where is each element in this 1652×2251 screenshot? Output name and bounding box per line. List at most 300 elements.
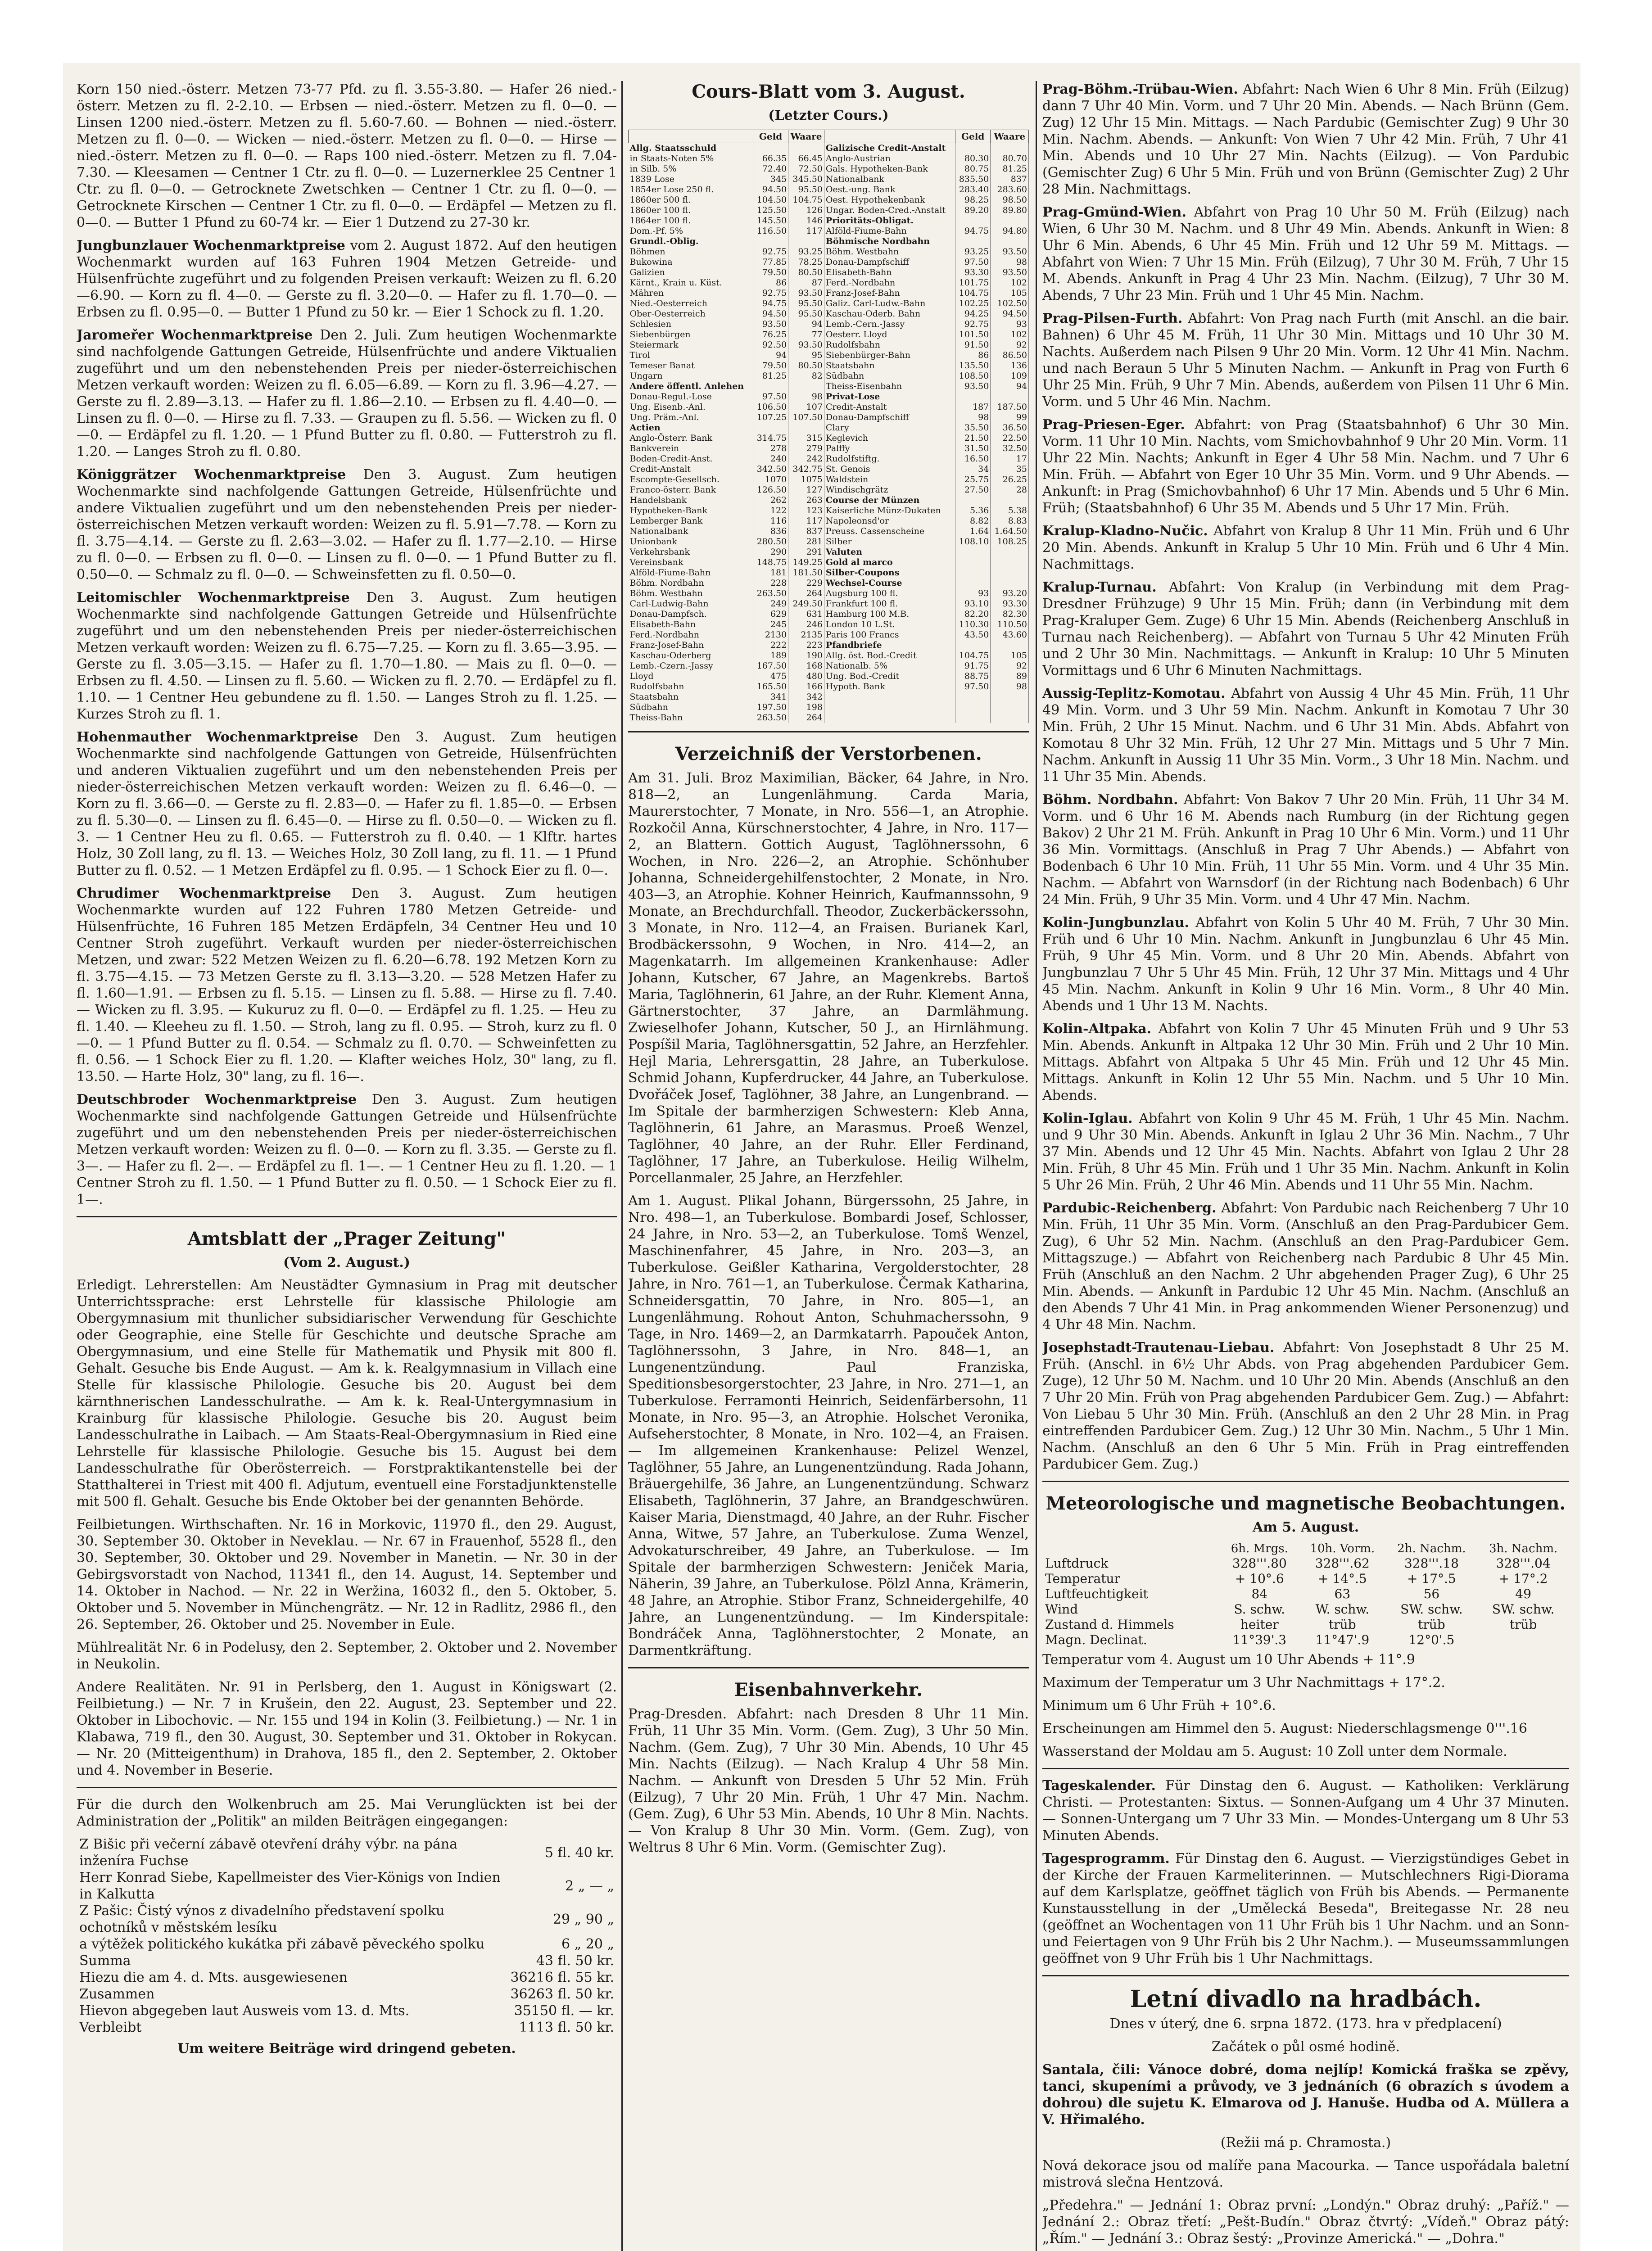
table-cell: 82.30 <box>991 609 1029 619</box>
table-cell: Galizien <box>629 267 753 278</box>
table-row <box>629 640 1029 651</box>
donation-row <box>77 1953 617 1969</box>
table-cell: Ferd.-Nordbahn <box>629 630 753 640</box>
table-cell: 109 <box>991 371 1029 381</box>
meteo-cell: 328'''.62 <box>1315 1556 1370 1571</box>
table-cell <box>753 423 788 433</box>
table-cell: 93.25 <box>955 247 991 257</box>
table-cell: Ung. Präm.-Anl. <box>629 412 753 423</box>
table-row <box>629 619 1029 630</box>
meteo-note: Erscheinungen am Himmel den 5. August: Niederschlagsmenge 0'''.16 <box>1042 1721 1527 1736</box>
table-row <box>629 226 1029 236</box>
meteo-cell: trüb <box>1329 1617 1356 1632</box>
amtsblatt-paragraph: Mühlrealität Nr. 6 in Podelusy, den 2. September, 2. Oktober und 2. November in Neukolin. <box>77 1640 617 1672</box>
table-cell <box>955 495 991 506</box>
meteo-table <box>1042 1541 1569 1648</box>
market-title: Hohenmauther Wochenmarktpreise <box>77 729 358 745</box>
meteo-cell: 11°39'.3 <box>1232 1632 1287 1647</box>
table-cell: 92.75 <box>753 247 788 257</box>
table-row <box>629 568 1029 578</box>
table-cell: 98.25 <box>955 195 991 205</box>
table-cell <box>753 236 788 247</box>
column-divider <box>1036 81 1037 2251</box>
table-cell <box>955 692 991 702</box>
meteo-cell: 84 <box>1251 1587 1268 1601</box>
table-cell: 81.25 <box>991 164 1029 174</box>
table-cell: 315 <box>788 433 824 443</box>
meteo-cell: S. schw. <box>1234 1602 1285 1617</box>
table-cell: 136 <box>991 361 1029 371</box>
table-row <box>629 433 1029 443</box>
table-row <box>629 537 1029 547</box>
rail-line-text: Abfahrt von Prag 10 Uhr 50 M. Früh (Eilzug) nach Wien, 6 Uhr 30 M. Nachm. und 8 Uhr 49 Min. Abends. Ankunft in Wien: 8 Uhr 6 Min. Abends, 6 Uhr 45 Min. Früh und 12 Uhr 59 M. Mittags. — Abfahrt von Wien: 7 Uhr 15 Min. Früh (Eilzug), 7 Uhr 30 M. Früh, 7 Uhr 15 M. Abends. Ankunft in Prag 4 Uhr 23 Min. Nachm. (Eilzug), 7 Uhr 30 M. Abends, 7 Uhr 23 Min. Früh und 1 Uhr 45 Min. Nachm. <box>1042 204 1569 303</box>
table-cell: 104.50 <box>753 195 788 205</box>
meteo-cell: SW. schw. <box>1400 1602 1463 1617</box>
table-cell: Südbahn <box>824 371 955 381</box>
table-cell: Allg. öst. Bod.-Credit <box>824 651 955 661</box>
table-cell: 105 <box>991 651 1029 661</box>
table-cell <box>955 143 991 154</box>
table-cell: 98 <box>991 257 1029 267</box>
table-cell: 82 <box>788 371 824 381</box>
rail-line-title: Prag-Priesen-Eger. <box>1042 417 1185 433</box>
deaths-body <box>628 770 1029 1659</box>
table-cell: Franz-Josef-Bahn <box>629 640 753 651</box>
table-cell <box>788 423 824 433</box>
table-cell: 80.75 <box>955 164 991 174</box>
table-cell: 22.50 <box>991 433 1029 443</box>
table-row <box>629 557 1029 568</box>
table-row <box>629 371 1029 381</box>
rail-line-text: Abfahrt: Nach Wien 6 Uhr 8 Min. Früh (Eilzug) dann 7 Uhr 40 Min. Vorm. und 7 Uhr 20 Min. Abends. — Nach Brünn (Gem. Zug) 12 Uhr 15 Min. Mittags. — Nach Pardubic (Gemischter Zug) 9 Uhr 30 Min. Nachm. Abends. — Ankunft: Von Wien 7 Uhr 42 Min. Früh, 7 Uhr 41 Min. Abends und 10 Uhr 27 Min. Nachts (Eilzug). — Von Pardubic (Gemischter Zug) 6 Uhr 5 Min. Früh und von Brünn (Gemischter Zug) 2 Uhr 28 Min. Nachmittags. <box>1042 81 1569 197</box>
meteo-cell: + 10°.6 <box>1235 1571 1284 1586</box>
meteo-cell: W. schw. <box>1315 1602 1369 1617</box>
table-cell: 94.50 <box>991 309 1029 319</box>
table-cell: 104.75 <box>955 651 991 661</box>
divider <box>77 1787 617 1788</box>
table-cell: 190 <box>788 651 824 661</box>
table-row <box>629 205 1029 216</box>
rail-line-text: Abfahrt: Von Josephstadt 8 Uhr 25 M. Früh. (Anschl. in 6½ Uhr Abds. von Prag abgehenden Pardubicer Gem. Zuge), 12 Uhr 50 M. Nachm. und 10 Uhr 20 Min. Abends (Anschluß an den 7 Uhr 20 Min. Früh von Prag abgehenden Pardubicer Gem. Zug.) — Abfahrt: Von Liebau 5 Uhr 30 Min. Früh. (Anschluß an den 2 Uhr 28 Min. in Prag eintreffenden Pardubicer Gem. Zug.) 12 Uhr 30 Min. Nachm., 5 Uhr 1 Min. Nachm. (Anschluß an den 6 Uhr 5 Min. Früh in Prag eintreffenden Pardubicer Gem. Zug.) <box>1042 1340 1569 1472</box>
rail-line-title: Prag-Gmünd-Wien. <box>1042 204 1186 220</box>
meteo-cell: + 17°.2 <box>1498 1571 1548 1586</box>
donation-label: Summa <box>79 1953 131 1969</box>
table-cell: 1854er Lose 250 fl. <box>629 185 753 195</box>
table-cell: Steiermark <box>629 340 753 350</box>
theatre-note: Nová dekorace jsou od malíře pana Macourka. — Tance uspořádala baletní mistrová slečna Hentzová. <box>1042 2158 1569 2190</box>
table-cell: Pfandbriefe <box>824 640 955 651</box>
table-cell <box>991 692 1029 702</box>
table-cell: Vereinsbank <box>629 557 753 568</box>
table-cell: 94 <box>991 381 1029 392</box>
table-cell: 342 <box>788 692 824 702</box>
table-cell: 1839 Lose <box>629 174 753 185</box>
table-cell: 102.25 <box>955 298 991 309</box>
table-cell: Kärnt., Krain u. Küst. <box>629 278 753 288</box>
table-cell: 314.75 <box>753 433 788 443</box>
table-cell: Alföld-Fiume-Bahn <box>824 226 955 236</box>
table-cell: 94 <box>753 350 788 361</box>
table-row <box>629 174 1029 185</box>
table-cell: 283.60 <box>991 185 1029 195</box>
market-report <box>77 327 617 460</box>
donation-label: Z Bišic při večerní zábavě otevření dráhy výbr. na pána inženíra Fuchse <box>79 1836 457 1869</box>
table-cell: Nationalbank <box>824 174 955 185</box>
rail-line-text: Abfahrt von Kralup 8 Uhr 11 Min. Früh und 6 Uhr 20 Min. Abends. Ankunft in Kralup 5 Uhr 10 Min. Früh und 6 Uhr 4 Min. Nachmittags. <box>1042 523 1569 572</box>
table-cell: 34 <box>955 464 991 475</box>
table-cell: 102 <box>991 278 1029 288</box>
table-cell: 98.50 <box>991 195 1029 205</box>
meteo-cell: 328'''.80 <box>1232 1556 1287 1571</box>
meteo-note: Minimum um 6 Uhr Früh + 10°.6. <box>1042 1698 1276 1713</box>
donation-row <box>77 1836 617 1869</box>
table-cell: 283.40 <box>955 185 991 195</box>
table-cell: 5.38 <box>991 506 1029 516</box>
table-row <box>629 257 1029 267</box>
table-row <box>629 578 1029 588</box>
table-cell: Franco-österr. Bank <box>629 485 753 495</box>
table-header: Waare <box>991 130 1029 143</box>
table-row <box>629 423 1029 433</box>
table-cell: Oesterr. Lloyd <box>824 330 955 340</box>
donation-table <box>77 1836 617 2036</box>
table-cell: Mähren <box>629 288 753 298</box>
meteo-cell: 56 <box>1423 1587 1440 1601</box>
table-cell: 80.70 <box>991 154 1029 164</box>
meteo-cell: Wind <box>1045 1602 1078 1617</box>
donation-label: Hiezu die am 4. d. Mts. ausgewiesenen <box>79 1970 348 1985</box>
table-header: Geld <box>955 130 991 143</box>
table-cell: 149.25 <box>788 557 824 568</box>
divider <box>1042 1768 1569 1769</box>
table-cell: 87 <box>788 278 824 288</box>
table-cell: 480 <box>788 671 824 682</box>
table-cell: Paris 100 Francs <box>824 630 955 640</box>
rail-line-title: Aussig-Teplitz-Komotau. <box>1042 686 1226 701</box>
meteo-cell: + 14°.5 <box>1317 1571 1367 1586</box>
table-cell: 125.50 <box>753 205 788 216</box>
table-cell <box>955 236 991 247</box>
table-cell: Clary <box>824 423 955 433</box>
table-header: Geld <box>753 130 788 143</box>
table-cell: 106.50 <box>753 402 788 412</box>
table-cell <box>955 713 991 723</box>
table-cell: Wechsel-Course <box>824 578 955 588</box>
table-cell: 94.50 <box>753 309 788 319</box>
table-cell: Kaschau-Oderberg <box>629 651 753 661</box>
table-cell: 86 <box>753 278 788 288</box>
market-reports <box>77 237 617 1208</box>
table-cell: Nationalb. 5% <box>824 661 955 671</box>
rail-line-text: Abfahrt von Kolin 5 Uhr 40 M. Früh, 7 Uhr 30 Min. Früh und 6 Uhr 10 Min. Nachm. Ankunft in Jungbunzlau 6 Uhr 45 Min. Früh, 9 Uhr 45 Min. Vorm. und 8 Uhr 20 Min. Abends. Abfahrt von Jungbunzlau 7 Uhr 5 Uhr 45 Min. Früh, 12 Uhr 37 Min. Mittags und 4 Uhr 45 Min. Nachm. Ankunft in Kolin 9 Uhr 16 Min. Vorm., 8 Uhr 40 Min. Abends und 1 Uhr 13 M. Nachts. <box>1042 915 1569 1014</box>
table-cell: Kaschau-Oderb. Bahn <box>824 309 955 319</box>
table-row <box>629 713 1029 723</box>
meteo-cell: 49 <box>1515 1587 1531 1601</box>
table-cell: 93.25 <box>788 247 824 257</box>
table-row <box>629 609 1029 619</box>
table-cell: 21.50 <box>955 433 991 443</box>
table-cell: 86.50 <box>991 350 1029 361</box>
table-row <box>629 402 1029 412</box>
table-cell: Kaiserliche Münz-Dukaten <box>824 506 955 516</box>
table-cell <box>955 640 991 651</box>
table-cell: 146 <box>788 216 824 226</box>
table-cell: 89.20 <box>955 205 991 216</box>
table-row <box>629 547 1029 557</box>
table-cell: 77 <box>788 330 824 340</box>
table-cell: 17 <box>991 454 1029 464</box>
table-cell: 290 <box>753 547 788 557</box>
meteo-cell: Temperatur <box>1045 1571 1120 1586</box>
table-row <box>629 278 1029 288</box>
donation-row <box>77 1903 617 1936</box>
rail-schedule <box>1042 791 1569 908</box>
table-header <box>824 130 955 143</box>
market-report <box>77 466 617 583</box>
table-cell: 81.25 <box>753 371 788 381</box>
table-cell: 93.30 <box>991 599 1029 609</box>
rail-prag-dresden: Prag-Dresden. Abfahrt: nach Dresden 8 Uhr 11 Min. Früh, 11 Uhr 35 Min. Vorm. (Gem. Zug), 3 Uhr 50 Min. Nachm. (Gem. Zug), 7 Uhr 30 Min. Abends, 10 Uhr 45 Min. Nachts (Eilzug). — Nach Kralup 4 Uhr 58 Min. Nachm. — Ankunft von Dresden 5 Uhr 52 Min. Früh (Eilzug), 7 Uhr 20 Min. Früh, 1 Uhr 47 Min. Nachm. (Gem. Zug), 6 Uhr 53 Min. Abends, 10 Uhr 8 Min. Nachts. — Von Kralup 8 Uhr 30 Min. Vorm. (Gem. Zug), von Weltrus 8 Uhr 6 Min. Vorm. (Gemischter Zug). <box>628 1706 1029 1855</box>
table-cell: Theiss-Bahn <box>629 713 753 723</box>
rail-schedule <box>1042 579 1569 679</box>
rail-line-title: Kolin-Jungbunzlau. <box>1042 915 1190 931</box>
meteo-header <box>1042 1541 1220 1556</box>
table-cell: 93.50 <box>788 288 824 298</box>
table-cell: Preuss. Cassenscheine <box>824 526 955 537</box>
table-cell: Lemberger Bank <box>629 516 753 526</box>
table-cell: 165.50 <box>753 682 788 692</box>
theatre-title: Letní divadlo na hradbách. <box>1130 1985 1482 2013</box>
deaths-title: Verzeichniß der Verstorbenen. <box>675 743 982 764</box>
table-header: Waare <box>788 130 824 143</box>
table-row <box>629 319 1029 330</box>
table-cell: 105 <box>991 288 1029 298</box>
table-row <box>629 443 1029 454</box>
table-header <box>629 130 753 143</box>
rail-schedules <box>1042 81 1569 1473</box>
table-cell: 166 <box>788 682 824 692</box>
table-cell: Schlesien <box>629 319 753 330</box>
market-title: Königgrätzer Wochenmarktpreise <box>77 467 346 483</box>
meteo-cell: 328'''.04 <box>1496 1556 1551 1571</box>
table-cell: 126.50 <box>753 485 788 495</box>
table-cell: 127 <box>788 485 824 495</box>
amtsblatt-paragraph: Feilbietungen. Wirthschaften. Nr. 16 in Morkovic, 11970 fl., den 29. August, 30. September 30. Oktober in Neveklau. — Nr. 67 in Frauenhof, 5528 fl., den 30. September, 30. Oktober und 29. November in Manetin. — Nr. 30 in der Gebirgsvorstadt von Nachod, 11341 fl., den 14. August, 14. September und 14. Oktober in Nachod. — Nr. 22 in Weržina, 16032 fl., den 5. Oktober, 5. Oktober und 5. November in Münchengrätz. — Nr. 12 in Radlitz, 2986 fl., den 26. September, 26. Oktober und 25. November in Eule. <box>77 1517 617 1632</box>
table-cell: 104.75 <box>788 195 824 205</box>
table-cell <box>955 702 991 713</box>
rail-title: Eisenbahnverkehr. <box>734 1679 923 1700</box>
table-cell <box>991 392 1029 402</box>
table-cell <box>991 702 1029 713</box>
table-row <box>629 392 1029 402</box>
market-text: Den 3. August. Zum heutigen Wochenmarkte sind nachfolgende Gattungen Getreide und Hülsenfrüchte zugeführt und um den nebenstehenden Preis per nieder-österreichischen Metzen verkauft worden: Weizen zu fl. 0—0. — Korn zu fl. 3.35. — Gerste zu fl. 3—. — Hafer zu fl. 2—. — Erdäpfel zu fl. 1—. — 1 Centner Heu zu fl. 1.20. — 1 Centner Stroh zu fl. 1.50. — 1 Pfund Butter zu fl. 0.50. — 1 Schock Eier zu fl. 1—. <box>77 1092 617 1207</box>
rail-line-text: Abfahrt: Von Bakov 7 Uhr 20 Min. Früh, 11 Uhr 34 M. Vorm. und 6 Uhr 16 M. Abends nach Rumburg (in der Richtung gegen Bakov) 2 Uhr 21 M. Früh. Ankunft in Prag 10 Uhr 6 Min. Vorm.) und 11 Uhr 36 Min. Vormittags. (Anschluß in Prag 7 Uhr Abends.) — Abfahrt von Bodenbach 6 Uhr 10 Min. Früh, 11 Uhr 55 Min. Vorm. und 4 Uhr 35 Min. Nachm. — Abfahrt von Warnsdorf (in der Richtung nach Bodenbach) 6 Uhr 24 Min. Früh, 9 Uhr 35 Min. Vorm. und 4 Uhr 47 Min. Nachm. <box>1042 792 1569 908</box>
meteo-title: Meteorologische und magnetische Beobachtungen. <box>1046 1493 1566 1514</box>
market-title: Jaromeřer Wochenmarktpreise <box>77 327 313 343</box>
table-row <box>629 236 1029 247</box>
table-cell <box>788 143 824 154</box>
market-intro: Korn 150 nied.-österr. Metzen 73-77 Pfd. zu fl. 3.55-3.80. — Hafer 26 nied.-österr. Metzen zu fl. 2-2.10. — Erbsen — nied.-österr. Metzen zu fl. 0—0. — Linsen 1200 nied.-österr. Metzen zu fl. 5.60-7.60. — Bohnen — nied.-österr. Metzen zu fl. 0—0. — Wicken — nied.-österr. Metzen zu fl. 0—0. — Hirse — nied.-österr. Metzen zu fl. 0—0. — Raps 100 nied.-österr. Metzen zu fl. 7.04-7.30. — Kleesamen — Centner 1 Ctr. zu fl. 0—0. — Luzernerklee 25 Centner 1 Ctr. zu fl. 0—0. — Getrocknete Zwetschken — Centner 1 Ctr. zu fl. 0—0. — Getrocknete Kirschen — Centner 1 Ctr. zu fl. 0—0. — Erdäpfel — Metzen zu fl. 0—0. — Butter 1 Pfund zu 60-74 kr. — Eier 1 Dutzend zu 27-30 kr. <box>77 81 617 231</box>
table-cell: 181 <box>753 568 788 578</box>
table-cell: London 10 L.St. <box>824 619 955 630</box>
table-cell: 168 <box>788 661 824 671</box>
market-report <box>77 1091 617 1208</box>
meteo-header: 2h. Nachm. <box>1397 1542 1466 1555</box>
table-cell: Hypotheken-Bank <box>629 506 753 516</box>
table-cell: Ober-Oesterreich <box>629 309 753 319</box>
rail-line-title: Kralup-Kladno-Nučic. <box>1042 523 1208 539</box>
table-cell: 72.50 <box>788 164 824 174</box>
table-cell <box>955 392 991 402</box>
table-cell: 835.50 <box>955 174 991 185</box>
table-cell: Anglo-Austrian <box>824 154 955 164</box>
table-cell: 25.75 <box>955 475 991 485</box>
rail-line-title: Prag-Böhm.-Trübau-Wien. <box>1042 81 1238 97</box>
table-cell: 126 <box>788 205 824 216</box>
table-cell: 110.50 <box>991 619 1029 630</box>
donation-footer: Um weitere Beiträge wird dringend gebeten. <box>177 2041 516 2057</box>
table-cell: 1860er 500 fl. <box>629 195 753 205</box>
meteo-cell: SW. schw. <box>1492 1602 1555 1617</box>
market-text: vom 2. August 1872. Auf den heutigen Wochenmarkt wurden auf 163 Fuhren 1904 Metzen Getreide- und Hülsenfrüchte zugeführt und zu folgenden Preisen verkauft: Weizen zu fl. 6.20—6.90. — Korn zu fl. 4—0. — Gerste zu fl. 3.20—0. — Hafer zu fl. 1.70—0. — Erbsen zu fl. 0.95—0. — Butter 1 Pfund zu 50 kr. — Eier 1 Schock zu fl. 1.20. <box>77 238 617 320</box>
table-cell: 98 <box>991 682 1029 692</box>
rail-line-text: Abfahrt von Kolin 9 Uhr 45 M. Früh, 1 Uhr 45 Min. Nachm. und 9 Uhr 30 Min. Abends. Ankunft in Iglau 2 Uhr 36 Min. Nachm., 7 Uhr 37 Min. Abends und 12 Uhr 45 Min. Nachts. Abfahrt von Iglau 2 Uhr 28 Min. Früh, 8 Uhr 45 Min. Früh und 1 Uhr 35 Min. Nachm. Ankunft in Kolin 5 Uhr 26 Min. Früh, 2 Uhr 46 Min. Abends und 11 Uhr 55 Min. Nachm. <box>1042 1111 1569 1193</box>
table-row <box>629 454 1029 464</box>
table-cell: 107 <box>788 402 824 412</box>
table-cell: 5.36 <box>955 506 991 516</box>
table-row <box>629 495 1029 506</box>
table-cell: 228 <box>753 578 788 588</box>
meteo-note: Temperatur vom 4. August um 10 Uhr Abends + 11°.9 <box>1042 1652 1416 1668</box>
meteo-cell: trüb <box>1509 1617 1537 1632</box>
table-cell: 145.50 <box>753 216 788 226</box>
rail-schedule <box>1042 685 1569 785</box>
table-row <box>629 485 1029 495</box>
table-cell <box>955 547 991 557</box>
table-row <box>629 588 1029 599</box>
table-cell: 264 <box>788 713 824 723</box>
table-row <box>629 185 1029 195</box>
table-cell: 27.50 <box>955 485 991 495</box>
market-report <box>77 729 617 879</box>
table-cell: 837 <box>991 174 1029 185</box>
table-cell: 93.30 <box>955 267 991 278</box>
table-cell: 94.75 <box>753 298 788 309</box>
table-cell: 1.64 <box>955 526 991 537</box>
table-cell: 116.50 <box>753 226 788 236</box>
donation-label: Verbleibt <box>79 2020 142 2035</box>
table-cell: Böhmen <box>629 247 753 257</box>
table-row <box>629 154 1029 164</box>
table-cell: 107.50 <box>788 412 824 423</box>
theatre-rezie: (Režii má p. Chramosta.) <box>1220 2135 1391 2151</box>
table-cell: Lloyd <box>629 671 753 682</box>
amtsblatt-paragraph: Erledigt. Lehrerstellen: Am Neustädter Gymnasium in Prag mit deutscher Unterrichtssprache: erst Lehrstelle für klassische Philologie am Obergymnasium mit thunlicher subsidiarischer Verwendung für Geschichte oder Geographie, eine Stelle für Geschichte und deutsche Sprache am Obergymnasium, und eine Stelle für Mathematik und Physik mit 800 fl. Gehalt. Gesuche bis Ende August. — Am k. k. Realgymnasium in Villach eine Stelle für klassische Philologie. Gesuche bis 20. August bei dem kärnthnerischen Landesschulrathe. — Am k. k. Real-Untergymnasium in Krainburg für klassische Philologie. Gesuche bis 20. August beim Landesschulrathe in Laibach. — Am Staats-Real-Obergymnasium in Ried eine Lehrstelle für klassische Philologie. Gesuche bis 15. August bei dem Landesschulrathe für Oberösterreich. — Forstpraktikantenstelle bei der Statthalterei in Triest mit 400 fl. Adjutum, eventuell eine Forstadjunktenstelle mit 500 fl. Gehalt. Gesuche bis Ende Oktober bei der genannten Behörde. <box>77 1277 617 1510</box>
meteo-cell <box>1477 1632 1569 1648</box>
theatre-obrazy: „Předehra." — Jednání 1: Obraz první: „Londýn." Obraz druhý: „Paříž." — Jednání 2.: Obraz třetí: „Pešt-Budín." Obraz čtvrtý: „Vídeň." Obraz pátý: „Řím." — Jednání 3.: Obraz šestý: „Provinze Americká." — „Dohra." <box>1042 2197 1569 2246</box>
table-cell <box>955 578 991 588</box>
rail-schedule <box>1042 523 1569 573</box>
rail-line-title: Kolin-Altpaka. <box>1042 1021 1152 1037</box>
table-cell: Grundl.-Oblig. <box>629 236 753 247</box>
table-cell: Alföld-Fiume-Bahn <box>629 568 753 578</box>
divider <box>77 1216 617 1217</box>
table-cell: 32.50 <box>991 443 1029 454</box>
table-row <box>629 361 1029 371</box>
table-row <box>629 661 1029 671</box>
rail-line-title: Prag-Pilsen-Furth. <box>1042 311 1183 326</box>
table-row <box>629 630 1029 640</box>
table-cell: Silber-Coupons <box>824 568 955 578</box>
table-cell: 279 <box>788 443 824 454</box>
table-cell: Frankfurt 100 fl. <box>824 599 955 609</box>
table-cell: Ungarn <box>629 371 753 381</box>
table-cell: 95 <box>788 350 824 361</box>
table-cell: 245 <box>753 619 788 630</box>
table-cell: 66.35 <box>753 154 788 164</box>
table-cell: in Staats-Noten 5% <box>629 154 753 164</box>
rail-schedule <box>1042 204 1569 304</box>
rail-line-text: Abfahrt: Von Kralup (in Verbindung mit dem Prag-Dresdner Frühzuge) 9 Uhr 15 Min. Früh; dann (in Verbindung mit dem Prag-Kraluper Gem. Zuge) 6 Uhr 15 Min. Abends (Reichenberg Anschluß in Turnau nach Reichenberg). — Abfahrt von Turnau 5 Uhr 42 Minuten Früh und 2 Uhr 30 Min. Nachmittags. — Ankunft in Kralup: 10 Uhr 5 Minuten Vormittags und 6 Uhr 6 Minuten Nachmittags. <box>1042 579 1569 678</box>
meteo-row <box>1042 1556 1569 1571</box>
table-cell: 89.80 <box>991 205 1029 216</box>
table-cell: Galizische Credit-Anstalt <box>824 143 955 154</box>
rail-line-text: Abfahrt: von Prag (Staatsbahnhof) 6 Uhr 30 Min. Vorm. 11 Uhr 10 Min. Nachts, vom Smichovbahnhof 9 Uhr 20 Min. Vorm. 11 Uhr 22 Min. Nachts; Ankunft in Eger 4 Uhr 58 Min. Nachm. und 7 Uhr 6 Min. Früh. — Abfahrt von Eger 10 Uhr 35 Min. Vorm. und 9 Uhr Abends. — Ankunft: in Prag (Smichovbahnhof) 6 Uhr 17 Min. Abends und 5 Uhr 6 Min. Früh; (Staatsbahnhof) 6 Uhr 35 M. Abends und 5 Uhr 17 Min. Früh. <box>1042 417 1569 516</box>
meteo-cell: Magn. Declinat. <box>1045 1632 1147 1647</box>
table-cell: Dom.-Pf. 5% <box>629 226 753 236</box>
table-cell: 108.10 <box>955 537 991 547</box>
table-cell: Siebenbürger-Bahn <box>824 350 955 361</box>
table-row <box>629 381 1029 392</box>
table-cell: 26.25 <box>991 475 1029 485</box>
table-cell: 94.25 <box>955 309 991 319</box>
table-cell: Credit-Anstalt <box>629 464 753 475</box>
table-cell <box>955 557 991 568</box>
table-cell: 198 <box>788 702 824 713</box>
table-cell: Theiss-Eisenbahn <box>824 381 955 392</box>
table-cell: Ung. Bod.-Credit <box>824 671 955 682</box>
table-cell: 229 <box>788 578 824 588</box>
divider <box>1042 1481 1569 1482</box>
meteo-cell: 63 <box>1334 1587 1351 1601</box>
rail-line-text: Abfahrt von Aussig 4 Uhr 45 Min. Früh, 11 Uhr 49 Min. Vorm. und 3 Uhr 59 Min. Nachm. Ankunft in Komotau 7 Uhr 30 Min. Früh, 2 Uhr 15 Minut. Nachm. und 6 Uhr 31 Min. Abds. Abfahrt von Komotau 8 Uhr 32 Min. Früh, 12 Uhr 27 Min. Mittags und 5 Uhr 7 Min. Nachm. Ankunft in Aussig 11 Uhr 35 Min. Vorm., 3 Uhr 18 Min. Nachm. und 11 Uhr 35 Min. Abends. <box>1042 686 1569 785</box>
table-cell: Carl-Ludwig-Bahn <box>629 599 753 609</box>
table-row <box>629 506 1029 516</box>
rail-line-title: Pardubic-Reichenberg. <box>1042 1200 1217 1216</box>
market-report <box>77 885 617 1085</box>
table-cell: 341 <box>753 692 788 702</box>
rail-line-text: Abfahrt: Von Prag nach Furth (mit Anschl. an die bair. Bahnen) 6 Uhr 45 M. Früh, 11 Uhr 30 Min. Mittags und 10 Uhr 30 M. Nachts. Außerdem nach Pilsen 9 Uhr 20 Min. Vorm. 12 Uhr 41 Min. Nachm. und nach Beraun 5 Uhr 5 Minuten Nachm. — Ankunft in Prag von Furth 6 Uhr 25 Min. Früh, 9 Uhr 7 Min. Abends, außerdem von Pilsen 11 Uhr 6 Min. Vorm. und 5 Uhr 46 Min. Nachm. <box>1042 311 1569 410</box>
table-cell: 91.75 <box>955 661 991 671</box>
table-row <box>629 216 1029 226</box>
deaths-paragraph: Am 1. August. Plikal Johann, Bürgerssohn, 25 Jahre, in Nro. 498—1, an Tuberkulose. Bombardi Josef, Schlosser, 24 Jahre, in Nro. 53—2, an Tuberkulose. Tomš Wenzel, Maschinenfahrer, 45 Jahre, in Nro. 203—3, an Tuberkulose. Geißler Katharina, Vergolderstochter, 28 Jahre, in Nro. 761—1, an Tuberkulose. Čermak Katharina, Schneidersgattin, 70 Jahre, in Nro. 805—1, an Lungenlähmung. Rohout Anton, Schuhmacherssohn, 9 Tage, in Nro. 1469—2, an Darmkatarrh. Papouček Anton, Taglöhnerssohn, 3 Jahre, in Nro. 848—1, an Lungenentzündung. Paul Franziska, Speditionsbesorgerstochter, 23 Jahre, in Nro. 271—1, an Tuberkulose. Ferramonti Heinrich, Seidenfärbersohn, 11 Monate, in Nro. 95—3, an Atrophie. Holschet Veronika, Aufseherstochter, 8 Monate, in Nro. 102—4, an Fraisen. — Im allgemeinen Krankenhause: Pelizel Wenzel, Taglöhner, 55 Jahre, an Lungenentzündung. Rada Johann, Bräuergehilfe, 36 Jahre, an Lungenentzündung. Schwarz Elisabeth, Taglöhnerin, 37 Jahre, an Brandgeschwüren. Kaiser Maria, Dienstmagd, 40 Jahre, an der Ruhr. Fischer Anna, Witwe, 57 Jahre, an Tuberkulose. Zuma Wenzel, Advokaturschreiber, 49 Jahre, an Tuberkulose. — Im Spitale der barmherzigen Schwestern: Jeniček Maria, Näherin, 39 Jahre, an Tuberkulose. Pölzl Anna, Krämerin, 48 Jahre, an Atrophie. Stibor Franz, Schneidergehilfe, 40 Jahre, an Lungenentzündung. — Im Kinderspitale: Bondráček Anna, Taglöhnerstochter, 2 Monate, an Darmentkräftung. <box>628 1193 1029 1659</box>
table-cell: 280.50 <box>753 537 788 547</box>
table-cell: 629 <box>753 609 788 619</box>
table-cell: 97.50 <box>955 257 991 267</box>
market-report <box>77 589 617 723</box>
rail-line-title: Kolin-Iglau. <box>1042 1111 1133 1126</box>
table-cell: Valuten <box>824 547 955 557</box>
table-cell: 104.75 <box>955 288 991 298</box>
rail-schedule <box>1042 1200 1569 1333</box>
table-row <box>629 692 1029 702</box>
meteo-row <box>1042 1587 1569 1602</box>
column-right <box>1042 81 1569 2251</box>
table-cell: 123 <box>788 506 824 516</box>
meteo-row <box>1042 1632 1569 1648</box>
table-cell: Privat-Lose <box>824 392 955 402</box>
table-cell: 345.50 <box>788 174 824 185</box>
